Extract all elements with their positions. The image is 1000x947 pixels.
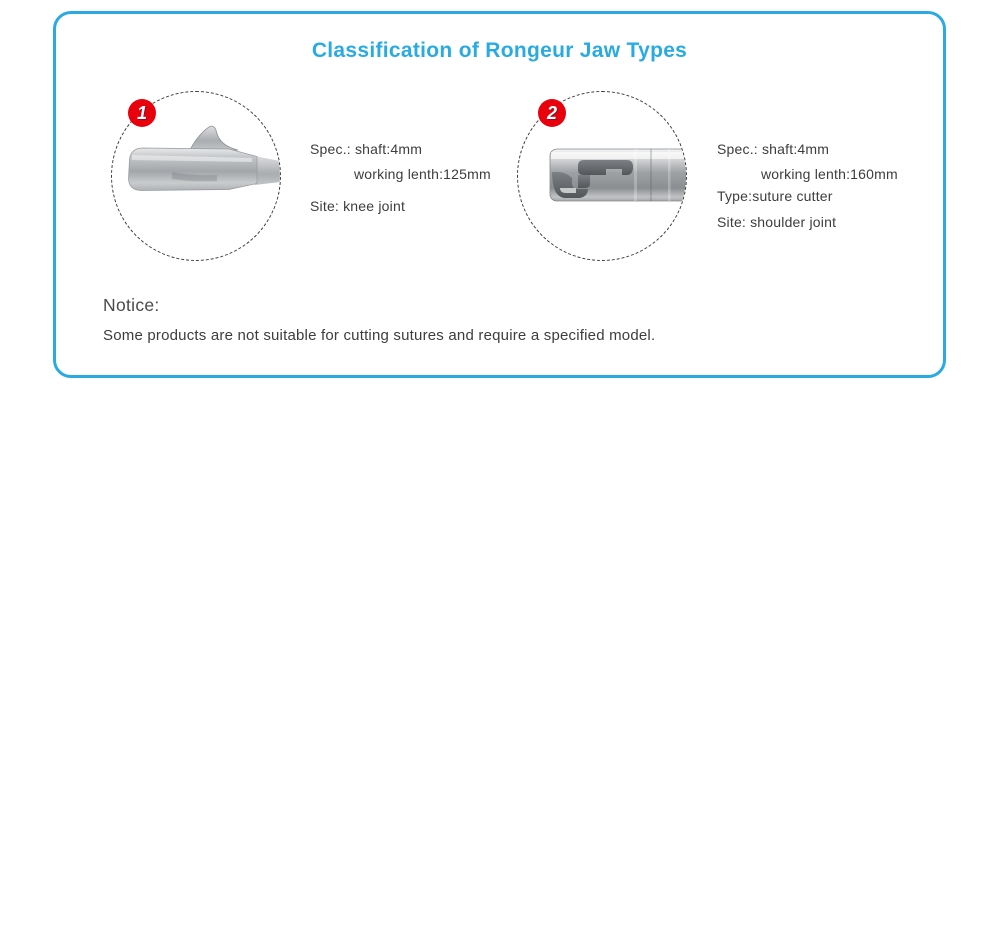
- item1-site: Site: knee joint: [310, 198, 406, 214]
- page-title: Classification of Rongeur Jaw Types: [311, 39, 688, 62]
- item2-site: Site: shoulder joint: [717, 214, 837, 230]
- item-number-badge-2: 2: [538, 99, 566, 127]
- item2-type: Type:suture cutter: [717, 188, 833, 204]
- item1-spec-working-length: working lenth:125mm: [354, 166, 491, 182]
- item1-spec-shaft: Spec.: shaft:4mm: [310, 141, 423, 157]
- item2-spec-working-length: working lenth:160mm: [761, 166, 898, 182]
- item-number-badge-1: 1: [128, 99, 156, 127]
- notice-heading: Notice:: [103, 295, 160, 315]
- classification-panel: [53, 11, 946, 378]
- notice-body: Some products are not suitable for cutting sutures and require a specified model.: [103, 327, 656, 344]
- item2-spec-shaft: Spec.: shaft:4mm: [717, 141, 830, 157]
